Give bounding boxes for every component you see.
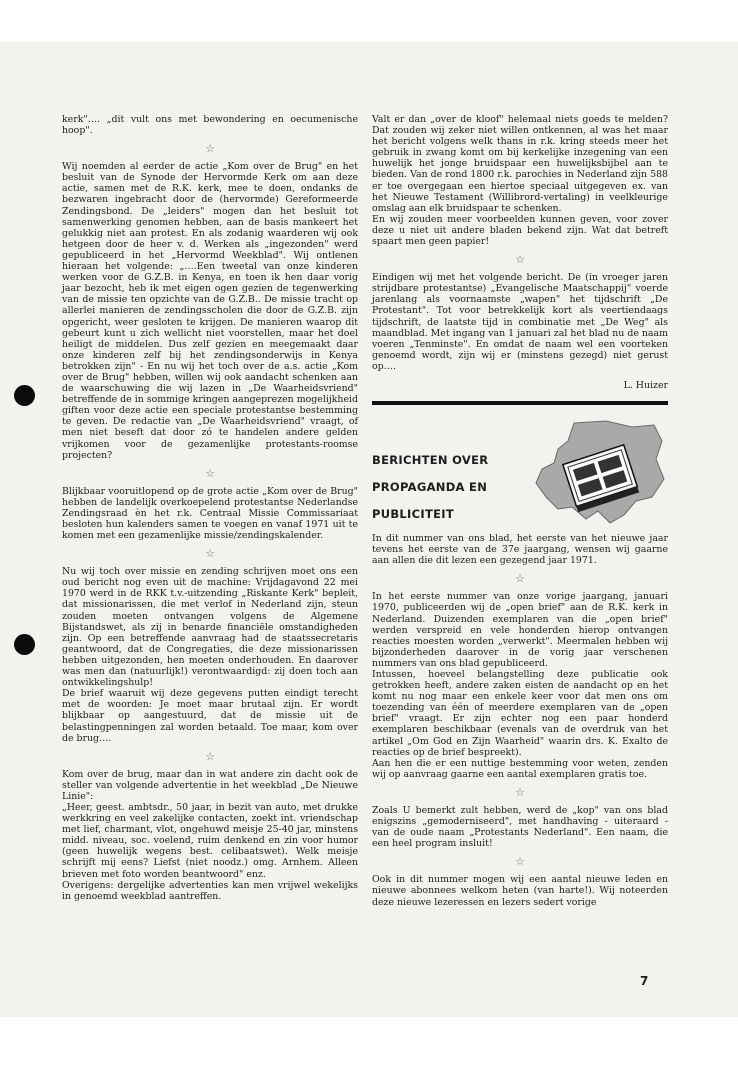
paragraph: En wij zouden meer voorbeelden kunnen geven, voor zover deze u niet uit andere bladen bekend zijn. Wat dat betreft spaart men geen papier!	[372, 213, 668, 248]
paragraph: Zoals U bemerkt zult hebben, werd de „kop" van ons blad enigszins „gemoderniseerd", met handhaving - uiteraard - van de oude naam „Protestants Nederland". Een naam, die een heel program insluit!	[372, 804, 668, 850]
paragraph: In het eerste nummer van onze vorige jaargang, januari 1970, publiceerden wij de „open brief" aan de R.K. kerk in Nederland. Duizenden exemplaren van die „open brief" werden verspreid en vele honderden hierop ontvangen reacties moesten worden „verwerkt". Meermalen hebben wij bijzonderheden daarover in de vorig jaar verschenen nummers van ons blad gepubliceerd.	[372, 591, 668, 669]
section-title-line: PUBLICITEIT	[372, 507, 454, 522]
page-number: 7	[640, 974, 649, 988]
paragraph: Nu wij toch over missie en zending schrijven moet ons een oud bericht nog even uit de machine: Vrijdagavond 22 mei 1970 werd in de RKK t.v.-uitzending „Riskante Kerk" bepleit, dat missionarissen, die met verlof in Nederland zijn, steun zouden moeten ontvangen volgens de Algemene Bijstandswet, als zij in benarde financiële omstandigheden zijn. Op een betreffende aanvraag had de staatssecretaris geantwoord, dat de Congregaties, die deze missionarissen hebben uitgezonden, hen moeten onderhouden. En daarover was men dan (natuurlijk!) verontwaardigd: zij doen toch aan ontwikkelingshulp!	[62, 566, 358, 689]
punch-hole-top	[14, 385, 35, 406]
section-divider	[372, 401, 668, 405]
left-column	[62, 114, 358, 902]
section-separator-star: ☆	[205, 749, 215, 763]
section-separator-star: ☆	[515, 785, 525, 799]
section-title-line: PROPAGANDA EN	[372, 480, 488, 495]
netherlands-map-icon	[528, 419, 668, 527]
section-separator-star: ☆	[515, 253, 525, 267]
paragraph: Valt er dan „over de kloof" helemaal niets goeds te melden? Dat zouden wij zeker niet willen ontkennen, al was het maar het bericht volgens welk thans in r.k. kring steeds meer het gebruik in zwang komt om bij kerkelijke inzegening van een huwelijk het jonge bruidspaar een huwelijksbijbel aan te bieden. Van de rond 1800 r.k. parochies in Nederland zijn 588 er toe overgegaan een hiertoe speciaal uitgegeven ex. van het Nieuwe Testament (Willibrord-vertaling) in veelkleurige omslag aan elk bruidspaar te schenken.	[372, 114, 668, 214]
paragraph: Ook in dit nummer mogen wij een aantal nieuwe leden en nieuwe abonnees welkom heten (van harte!). Wij noteerden deze nieuwe lezeressen en lezers sedert vorige	[372, 874, 668, 908]
author-signature: L. Huizer	[623, 379, 668, 391]
right-column	[372, 114, 668, 908]
section-separator-star: ☆	[205, 142, 215, 156]
section-title-line: BERICHTEN OVER	[372, 453, 489, 468]
paragraph: De brief waaruit wij deze gegevens putten eindigt terecht met de woorden: Je moet maar brutaal zijn. Er wordt blijkbaar op aangestuurd, dat de missie uit de belastingpenningen zal worden betaald. Toe maar, kom over de brug….	[62, 688, 358, 744]
paragraph: Wij noemden al eerder de actie „Kom over de Brug" en het besluit van de Synode der Hervormde Kerk om aan deze actie, samen met de R.K. kerk, mee te doen, ondanks de bezwaren ingebracht door de (hervormde) Gereformeerde Zendingsbond. De „leiders" mogen dan het besluit tot samenwerking genomen hebben, aan de basis mankeert het gelukkig niet aan protest. En als zodanig waarderen wij ook hetgeen door de heer v. d. Werken als „ingezonden" werd gepubliceerd in het „Hervormd Weekblad". Wij ontlenen hieraan het volgende: „….Een tweetal van onze kinderen werken voor de G.Z.B. in Kenya, en toen ik hen daar vorig jaar bezocht, heb ik met eigen ogen gezien de tegenwerking van de missie ten opzichte van de G.Z.B.. De missie tracht op allerlei manieren de zendingsscholen die door de G.Z.B. zijn opgericht, weer gesloten te krijgen. De manieren waarop dit gebeurt kunt u zich wellicht niet voorstellen, maar het doel heiligt de middelen. Dus zelf gezien en meegemaakt daar onze kinderen zelf bij het zendingsonderwijs in Kenya betrokken zijn" - En nu wij het toch over de a.s. actie „Kom over de Brug" hebben, willen wij ook aandacht schenken aan de waarschuwing die wij lazen in „De Waarheidsvriend" betreffende de in sommige kringen aangeprezen mogelijkheid giften voor deze actie een speciale protestantse bestemming te geven. De redactie van „De Waarheidsvriend" vraagt, of men niet beseft dat door zó te handelen andere gelden vrijkomen voor de gezamenlijke protestants-roomse projecten?	[62, 161, 358, 461]
section-separator-star: ☆	[515, 572, 525, 586]
paragraph: Overigens: dergelijke advertenties kan men vrijwel wekelijks in genoemd weekblad aantreffen.	[62, 879, 358, 902]
section-separator-star: ☆	[205, 466, 215, 480]
paragraph: Aan hen die er een nuttige bestemming voor weten, zenden wij op aanvraag gaarne een aantal exemplaren gratis toe.	[372, 757, 668, 780]
paragraph: Intussen, hoeveel belangstelling deze publicatie ook getrokken heeft, andere zaken eisten de aandacht op en het komt nu nog maar een enkele keer voor dat men ons om toezending van één of meerdere exemplaren van de „open brief" vraagt. Er zijn echter nog een paar honderd exemplaren beschikbaar (evenals van de overdruk van het artikel „Om God en Zijn Waarheid" waarin drs. K. Exalto de reacties op de brief bespreekt).	[372, 669, 668, 758]
paragraph: Kom over de brug, maar dan in wat andere zin dacht ook de steller van volgende advertentie in het weekblad „De Nieuwe Linie":	[62, 768, 358, 802]
section-title	[372, 447, 488, 528]
paragraph: Blijkbaar vooruitlopend op de grote actie „Kom over de Brug" hebben de landelijk overkoepelend protestantse Nederlandse Zendingsraad èn het r.k. Centraal Missie Commissariaat besloten hun kalenders samen te voegen en vanaf 1971 uit te komen met een gezamenlijke missie/zendingskalender.	[62, 485, 358, 542]
paragraph: „Heer, geest. ambtsdr., 50 jaar, in bezit van auto, met drukke werkkring en veel zakelijke contacten, zoekt int. vriendschap met lief, charmant, vlot, ongehuwd meisje 25-40 jar, minstens midd. niveau, soc. voelend, ruim denkend en zin voor humor (geen huwelijk wegens best. celibaatswet). Welk meisje schrijft mij eens? Liefst (niet noodz.) omg. Arnhem. Alleen brieven met foto worden beantwoord" enz.	[62, 801, 358, 880]
section-separator-star: ☆	[205, 547, 215, 561]
section-header	[372, 409, 668, 533]
section-separator-star: ☆	[515, 855, 525, 869]
paragraph: kerk"…. „dit vult ons met bewondering en oecumenische hoop".	[62, 114, 358, 137]
paragraph: Eindigen wij met het volgende bericht. De (in vroeger jaren strijdbare protestantse) „Evangelische Maatschappij" voerde jarenlang als voornaamste „wapen" het tijdschrift „De Protestant". Tot voor betrekkelijk kort als veertiendaags tijdschrift, de laatste tijd in combinatie met „De Weg" als maandblad. Met ingang van 1 januari zal het blad nu de naam voeren „Tenminste". En omdat de naam wel een voorteken genoemd wordt, zijn wij er (minstens gezegd) niet gerust op….	[372, 272, 668, 372]
paragraph: In dit nummer van ons blad, het eerste van het nieuwe jaar tevens het eerste van de 37e jaargang, wensen wij gaarne aan allen die dit lezen een gezegend jaar 1971.	[372, 533, 668, 567]
punch-hole-bottom	[14, 634, 35, 655]
